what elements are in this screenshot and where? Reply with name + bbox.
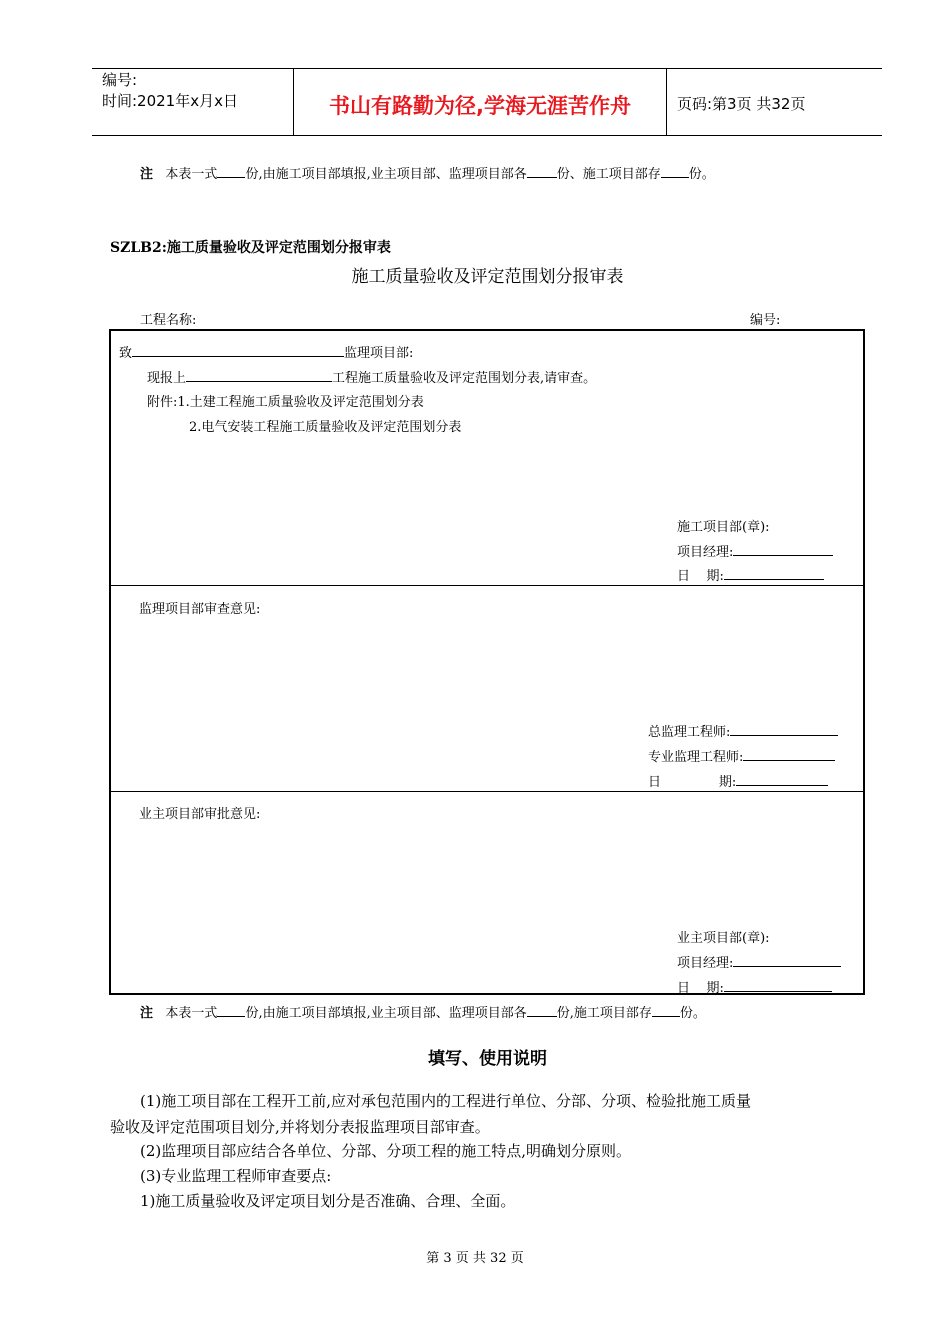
header-page-ref: 页码:第3页 共32页 xyxy=(677,95,806,113)
owner-manager-line xyxy=(677,952,841,971)
note-part2: 份,由施工项目部填报,业主项目部、监理项目部各 xyxy=(245,1006,527,1021)
supervision-opinion-label: 监理项目部审查意见: xyxy=(139,602,261,617)
chief-supervisor-field[interactable] xyxy=(730,723,838,736)
report-prefix: 现报上 xyxy=(147,371,187,386)
instruction-p1-line2: 验收及评定范围项目划分,并将划分表报监理项目部审查。 xyxy=(110,1118,490,1136)
attachment-2: 2.电气安装工程施工质量验收及评定范围划分表 xyxy=(189,420,462,435)
instruction-p4: 1)施工质量验收及评定项目划分是否准确、合理、全面。 xyxy=(140,1192,516,1210)
header-motto: 书山有路勤为径,学海无涯苦作舟 xyxy=(329,94,631,118)
report-suffix: 工程施工质量验收及评定范围划分表,请审查。 xyxy=(332,371,597,386)
note-part4: 份。 xyxy=(688,167,715,182)
to-suffix: 监理项目部: xyxy=(344,346,414,361)
chief-supervisor-line xyxy=(648,721,838,740)
page-footer: 第 3 页 共 32 页 xyxy=(426,1251,524,1266)
owner-manager-field[interactable] xyxy=(733,954,841,967)
header-bottom-rule xyxy=(92,135,882,136)
date-label: 日 期: xyxy=(677,981,724,996)
construction-dept-seal: 施工项目部(章): xyxy=(677,520,770,535)
note-part1: 本表一式 xyxy=(165,167,218,182)
table-row-divider xyxy=(111,791,863,792)
note-prefix: 注 xyxy=(140,1006,154,1021)
table-row-divider xyxy=(111,585,863,586)
date-label: 日 期: xyxy=(648,775,737,790)
owner-opinion-label: 业主项目部审批意见: xyxy=(139,807,261,822)
instructions-title: 填写、使用说明 xyxy=(428,1049,547,1069)
form-code: SZLB2:施工质量验收及评定范围划分报审表 xyxy=(110,240,391,256)
note-part3: 份、施工项目部存 xyxy=(556,167,661,182)
project-manager-field[interactable] xyxy=(733,543,833,556)
owner-dept-seal: 业主项目部(章): xyxy=(677,931,770,946)
header-divider-2 xyxy=(666,68,667,135)
note-part1: 本表一式 xyxy=(165,1006,218,1021)
project-name-label: 工程名称: xyxy=(140,313,197,328)
project-manager-label: 项目经理: xyxy=(677,956,734,971)
attachment-1: 附件:1.土建工程施工质量验收及评定范围划分表 xyxy=(147,395,424,410)
chief-supervisor-label: 总监理工程师: xyxy=(648,725,731,740)
instruction-p3: (3)专业监理工程师审查要点: xyxy=(140,1167,332,1185)
supervision-dept-field[interactable] xyxy=(132,344,344,357)
to-line xyxy=(119,342,413,361)
instruction-p2: (2)监理项目部应结合各单位、分部、分项工程的施工特点,明确划分原则。 xyxy=(140,1142,632,1160)
note-part2: 份,由施工项目部填报,业主项目部、监理项目部各 xyxy=(245,167,527,182)
construction-date-line xyxy=(677,565,824,584)
header-time-label: 时间:2021年x月x日 xyxy=(102,92,238,110)
to-prefix: 致 xyxy=(119,346,133,361)
project-manager-label: 项目经理: xyxy=(677,545,734,560)
approval-form-table xyxy=(109,329,865,995)
date-field[interactable] xyxy=(724,567,824,580)
note-part4: 份。 xyxy=(679,1006,706,1021)
form-title: 施工质量验收及评定范围划分报审表 xyxy=(351,267,624,287)
top-note xyxy=(140,163,715,182)
date-field[interactable] xyxy=(724,979,832,992)
construction-manager-line xyxy=(677,541,833,560)
note-blank xyxy=(527,1004,557,1017)
note-blank xyxy=(661,165,689,178)
header-number-label: 编号: xyxy=(102,71,138,89)
note-blank xyxy=(652,1004,680,1017)
report-line xyxy=(147,367,596,386)
bottom-note xyxy=(140,1002,706,1021)
note-blank xyxy=(527,165,557,178)
professional-supervisor-field[interactable] xyxy=(743,748,835,761)
project-field[interactable] xyxy=(186,369,332,382)
date-label: 日 期: xyxy=(677,569,724,584)
note-blank xyxy=(217,165,245,178)
date-field[interactable] xyxy=(736,773,828,786)
professional-supervisor-label: 专业监理工程师: xyxy=(648,750,744,765)
header-top-rule xyxy=(92,68,882,69)
owner-date-line xyxy=(677,977,832,996)
form-number-label: 编号: xyxy=(750,313,781,328)
note-prefix: 注 xyxy=(140,167,154,182)
note-part3: 份,施工项目部存 xyxy=(556,1006,652,1021)
note-blank xyxy=(217,1004,245,1017)
professional-supervisor-line xyxy=(648,746,835,765)
header-meta xyxy=(102,70,238,112)
instruction-p1-line1: (1)施工项目部在工程开工前,应对承包范围内的工程进行单位、分部、分项、检验批施工质量 xyxy=(140,1092,752,1110)
supervision-date-line xyxy=(648,771,828,790)
